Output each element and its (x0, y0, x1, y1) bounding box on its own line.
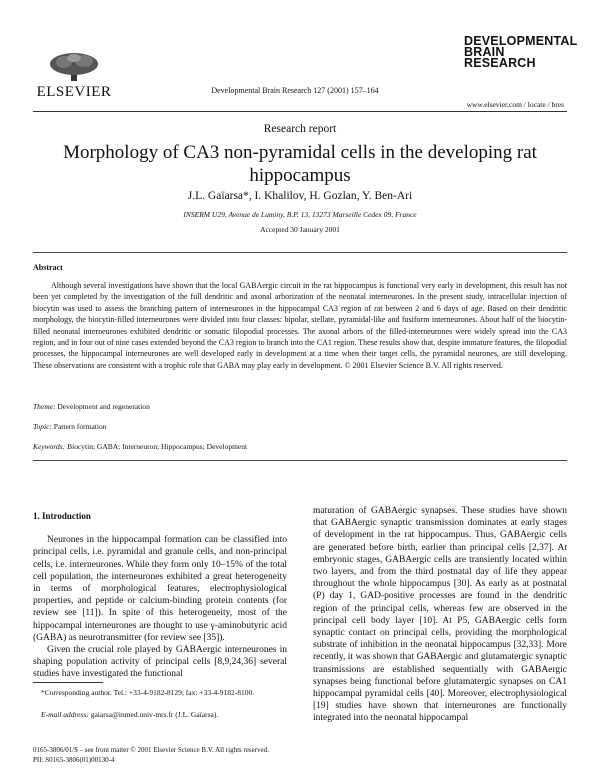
journal-citation: Developmental Brain Research 127 (2001) 157–164 (211, 86, 379, 95)
publisher-name: ELSEVIER (36, 84, 112, 100)
theme-value: Development and regeneration (57, 402, 150, 411)
email-note (33, 710, 287, 720)
topic-label: Topic: (33, 422, 52, 431)
author-list: J.L. Gaïarsa*, I. Khalilov, H. Gozlan, Y. Ben-Ari (187, 190, 413, 202)
corresponding-author-note: *Corresponding author. Tel.: +33-4-9182-8129; fax: +33-4-9182-8100. (41, 688, 255, 697)
body-right-column (313, 505, 567, 725)
journal-logo-line: DEVELOPMENTAL (464, 34, 578, 48)
abstract-top-divider (33, 252, 567, 253)
keywords-line (33, 442, 247, 451)
email-label: E-mail address: (41, 710, 89, 719)
article-title: Morphology of CA3 non-pyramidal cells in the developing rat hippocampus (63, 142, 537, 186)
footnote-divider (33, 682, 103, 683)
journal-url[interactable]: www.elsevier.com / locate / bres (466, 100, 564, 109)
accepted-date: Accepted 30 January 2001 (260, 225, 340, 234)
affiliation: INSERM U29, Avenue de Luminy, B.P. 13, 13273 Marseille Cedex 09, France (183, 210, 417, 219)
theme-line (33, 402, 150, 411)
pii-line: PII: S0165-3806(01)00130-4 (33, 756, 115, 764)
abstract-text: Although several investigations have shown that the local GABAergic circuit in the rat hippocampus is functional very early in development, this result has not been yet completed by the investigation of the full dendritic and axonal arborization of the neonatal interneurones. In the present study, intracellular injection of biocytin was used to assess the branching pattern of interneurones in the hippocampal CA3 region of rat between 2 and 6 days of age. Based on their dendritic morphology, the biocytin-filled interneurones were divided into four classes: bipolar, stellate, pyramidal-like and fusiform interneurones. About half of the biocytin-filled neonatal interneurones exhibited dendritic or somatic filopodial processes. The axonal arbors of the filled-interneurones were widely spread into the CA3 region, and in four out of nine cases extended beyond the CA3 region to branch into the CA1 region. These results show that, despite immature features, the filopodial processes, the hippocampal interneurones are well developed early in development at a time when their target cells, the pyramidal neurones, are still developing. These observations are consistent with a trophic role that GABA may play early in development. © 2001 Elsevier Science B.V. All rights reserved. (33, 281, 567, 370)
copyright-line: 0165-3806/01/$ – see front matter © 2001 Elsevier Science B.V. All rights reserved. (33, 746, 269, 754)
topic-line (33, 422, 106, 431)
body-paragraph: Given the crucial role played by GABAergic interneurones in shaping population activity of principal cells [8,9,24,36] several studies have investigated the functional (33, 645, 287, 680)
topic-value: Pattern formation (53, 422, 107, 431)
header-divider (33, 111, 567, 112)
elsevier-tree-icon (44, 52, 104, 82)
abstract-bottom-divider (33, 460, 567, 461)
keywords-value: Biocytin; GABA; Interneuron; Hippocampus; Development (67, 442, 248, 451)
body-left-column (33, 510, 287, 681)
publisher-logo (33, 52, 115, 101)
article-type: Research report (263, 123, 337, 135)
body-paragraph: Neurones in the hippocampal formation can be classified into principal cells, i.e. pyramidal and granule cells, and non-principal cells, i.e. interneurones. While they form only 10–15% of the total cell population, the interneurones exhibited a great heterogeneity in terms of morphological features, electrophysiological properties, and peptide or calcium-binding protein contents (for review see [11]). In spite of this heterogeneity, most of the hippocampal interneurones are thought to use γ-aminobutyric acid (GABA) as neurotransmitter (for review see [35]). (33, 535, 287, 643)
body-paragraph: maturation of GABAergic synapses. These studies have shown that GABAergic synaptic transmission dominates at early stages of development in the rat hippocampus. Thus, GABAergic cells are generated before birth, earlier than principal cells [2,37]. At embryonic stages, GABAergic cells are transiently located within two layers, and from the third postnatal day of life they appear throughout the whole hippocampus [30]. As early as at postnatal (P) day 1, GAD-positive processes are found in the dendritic region of the principal cells, whereas few are observed in the principal cell body layer [10]. At P5, GABAergic cells form synaptic contact on principal cells, providing the morphological substrate of inhibition in the neonatal hippocampus [32,33]. More recently, it was shown that GABAergic and glutamatergic synaptic transmissions are established sequentially with GABAergic synapses being functional before glutamatergic synapses on CA1 hippocampal pyramidal cells [40]. Moreover, electrophysiological [19] studies have shown that interneurones are functionally integrated into the neonatal hippocampal (313, 506, 567, 724)
email-address[interactable]: gaiarsa@inmed.univ-mrs.fr (J.L. Gaïarsa). (90, 710, 219, 719)
section-heading: 1. Introduction (33, 511, 91, 521)
journal-logo-line: RESEARCH (464, 56, 536, 70)
theme-label: Theme: (33, 402, 56, 411)
keywords-label: Keywords: (33, 442, 66, 451)
journal-logo (464, 34, 578, 70)
journal-logo-line: BRAIN (464, 45, 505, 59)
abstract-heading: Abstract (33, 263, 63, 272)
